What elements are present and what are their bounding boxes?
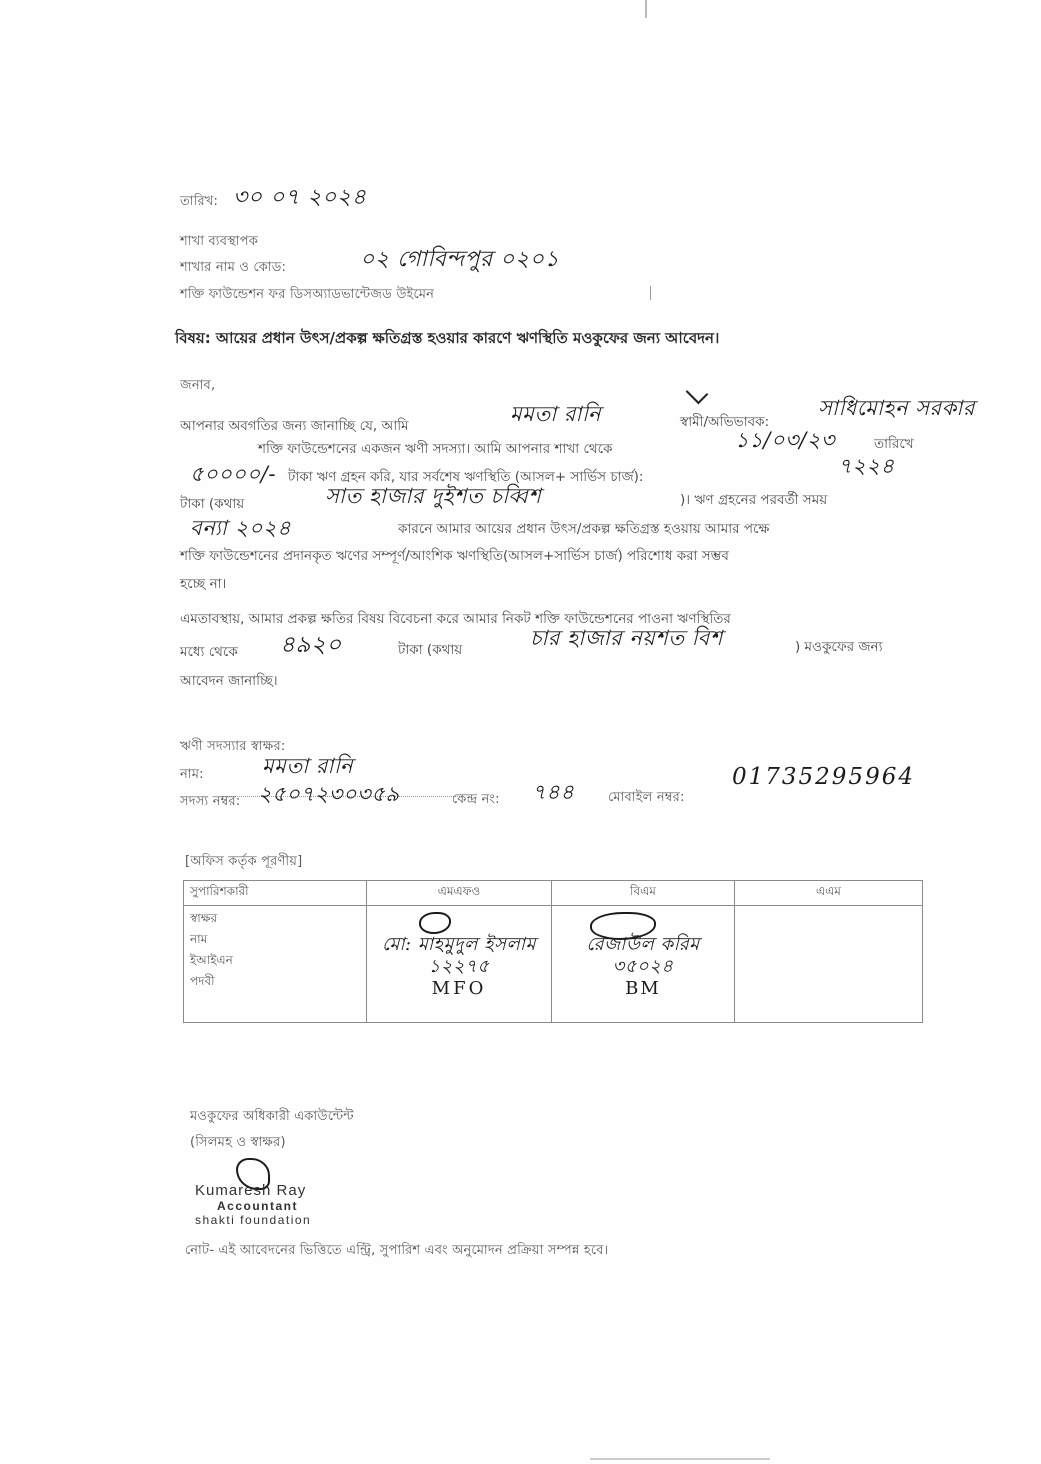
para2-line3: আবেদন জানাচ্ছি। (180, 673, 278, 689)
para1-line4-prefix: টাকা (কথায় (180, 496, 245, 512)
bm-ein: ৩৫০২৪ (612, 956, 674, 977)
row-label: স্বাক্ষর (190, 911, 218, 925)
bm-name: রেজাউল করিম (586, 934, 700, 955)
row-label: পদবী (190, 974, 215, 988)
loan-amount-handwritten: ৫০০০০/- (190, 462, 276, 486)
mfo-ein: ১২২৭৫ (428, 956, 490, 977)
para2-line1: এমতাবস্থায়, আমার প্রকল্প ক্ষতির বিষয় বিবেচনা করে আমার নিকট শক্তি ফাউন্ডেশনের পাওনা ঋণস্থিতির (180, 611, 731, 627)
para1-line7: হচ্ছে না। (180, 576, 227, 592)
scan-mark (590, 1458, 770, 1460)
table-header: বিএম (552, 881, 735, 906)
member-signature-label: ঋণী সদস্যার স্বাক্ষর: (180, 739, 286, 754)
recommendation-table (183, 880, 923, 1023)
stamp-organization: shakti foundation (195, 1213, 312, 1227)
mfo-cell (367, 906, 552, 1023)
mfo-designation: MFO (431, 978, 487, 999)
table-header: এএম (735, 881, 923, 906)
balance-words-handwritten: সাত হাজার দুইশত চব্বিশ (325, 484, 542, 508)
stamp-title: Accountant (217, 1199, 298, 1213)
accountant-seal-label: (সিলমহ ও স্বাক্ষর) (190, 1135, 286, 1150)
footer-note: নোট- এই আবেদনের ভিত্তিতে এন্ট্রি, সুপারিশ এবং অনুমোদন প্রক্রিয়া সম্পন্ন হবে। (185, 1243, 609, 1258)
check-mark-icon (686, 382, 709, 405)
date-label: তারিখ: (180, 194, 219, 209)
row-label: ইআইএন (190, 953, 233, 967)
table-header: এমএফও (367, 881, 552, 906)
para2-line2-suffix: ) মওকুফের জন্য (795, 639, 883, 655)
balance-handwritten: ৭২২৪ (838, 454, 895, 478)
mfo-name: মো: মাহমুদুল ইসলাম (382, 934, 536, 955)
loan-date-handwritten: ১১/০৩/২৩ (735, 428, 836, 452)
para1-line1-prefix: আপনার অবগতির জন্য জানাচ্ছি যে, আমি (180, 418, 409, 434)
para1-line5: কারনে আমার আয়ের প্রধান উৎস/প্রকল্প ক্ষতিগ্রস্ত হওয়ায় আমার পক্ষে (398, 521, 770, 537)
salutation: জনাব, (180, 378, 216, 393)
waive-amount-handwritten: ৪৯২০ (280, 632, 342, 658)
para1-line1-mid: স্বামী/অভিভাবক: (680, 414, 770, 430)
member-name-label: নাম: (180, 767, 204, 782)
mfo-signature (419, 912, 451, 934)
cause-handwritten: বন্যা ২০২৪ (190, 516, 292, 540)
row-label: নাম (190, 932, 208, 946)
member-name-handwritten: মমতা রানি (510, 402, 602, 426)
guardian-name-handwritten: সাধিমোহন সরকার (818, 396, 975, 420)
member-name-handwritten-2: মমতা রানি (262, 754, 354, 778)
member-number-handwritten: ২৫০৭২৩০৩৫৯ (258, 782, 400, 806)
center-label: কেন্দ্র নং: (452, 792, 500, 807)
para1-line2-suffix: তারিখে (874, 436, 914, 452)
para1-line6: শক্তি ফাউন্ডেশনের প্রদানকৃত ঋণের সম্পূর্ণ/আংশিক ঋণস্থিতি(আসল+সার্ভিস চার্জ) পরিশোধ করা সম্ভব (180, 548, 729, 564)
accountant-label: মওকুফের অধিকারী একাউন্টেন্ট (190, 1109, 354, 1124)
bm-cell (552, 906, 735, 1023)
branch-label: শাখার নাম ও কোড: (180, 260, 287, 275)
mobile-number-handwritten: 01735295964 (732, 764, 915, 790)
para1-line3: টাকা ঋণ গ্রহন করি, যার সর্বশেষ ঋণস্থিতি (আসল+ সার্ভিস চার্জ): (288, 469, 644, 485)
date-value: ৩০ ০৭ ২০২৪ (233, 185, 367, 210)
bm-designation: BM (625, 978, 661, 999)
subject-line: বিষয়: আয়ের প্রধান উৎস/প্রকল্প ক্ষতিগ্রস্ত হওয়ার কারণে ঋণস্থিতি মওকুফের জন্য আবেদন। (175, 329, 720, 347)
scan-mark (645, 0, 647, 18)
center-number-handwritten: ৭৪৪ (532, 780, 575, 804)
recipient-label: শাখা ব্যবস্থাপক (180, 234, 259, 249)
branch-value: ০২ গোবিন্দপুর ০২০১ (360, 247, 560, 272)
para2-line2-mid: টাকা (কথায় (398, 642, 463, 658)
para1-line2-prefix: শক্তি ফাউন্ডেশনের একজন ঋণী সদস্যা। আমি আপনার শাখা থেকে (258, 441, 613, 457)
para1-line4-suffix: )। ঋণ গ্রহনের পরবর্তী সময় (680, 492, 828, 508)
mobile-label: মোবাইল নম্বর: (608, 790, 685, 805)
organization-line: শক্তি ফাউন্ডেশন ফর ডিসঅ্যাডভান্টেজড উইমেন (180, 287, 435, 302)
row-labels-cell (184, 906, 367, 1023)
accountant-stamp (195, 1182, 311, 1227)
para2-line2-prefix: মধ্যে থেকে (180, 644, 238, 660)
member-number-label: সদস্য নম্বর: (180, 794, 241, 809)
office-use-label: [অফিস কর্তৃক পূরণীয়] (185, 854, 303, 869)
table-header: সুপারিশকারী (184, 881, 367, 906)
scan-mark (650, 286, 651, 300)
waive-words-handwritten: চার হাজার নয়শত বিশ (530, 626, 723, 650)
am-cell (735, 906, 923, 1023)
stamp-name: Kumaresh Ray (195, 1182, 307, 1199)
